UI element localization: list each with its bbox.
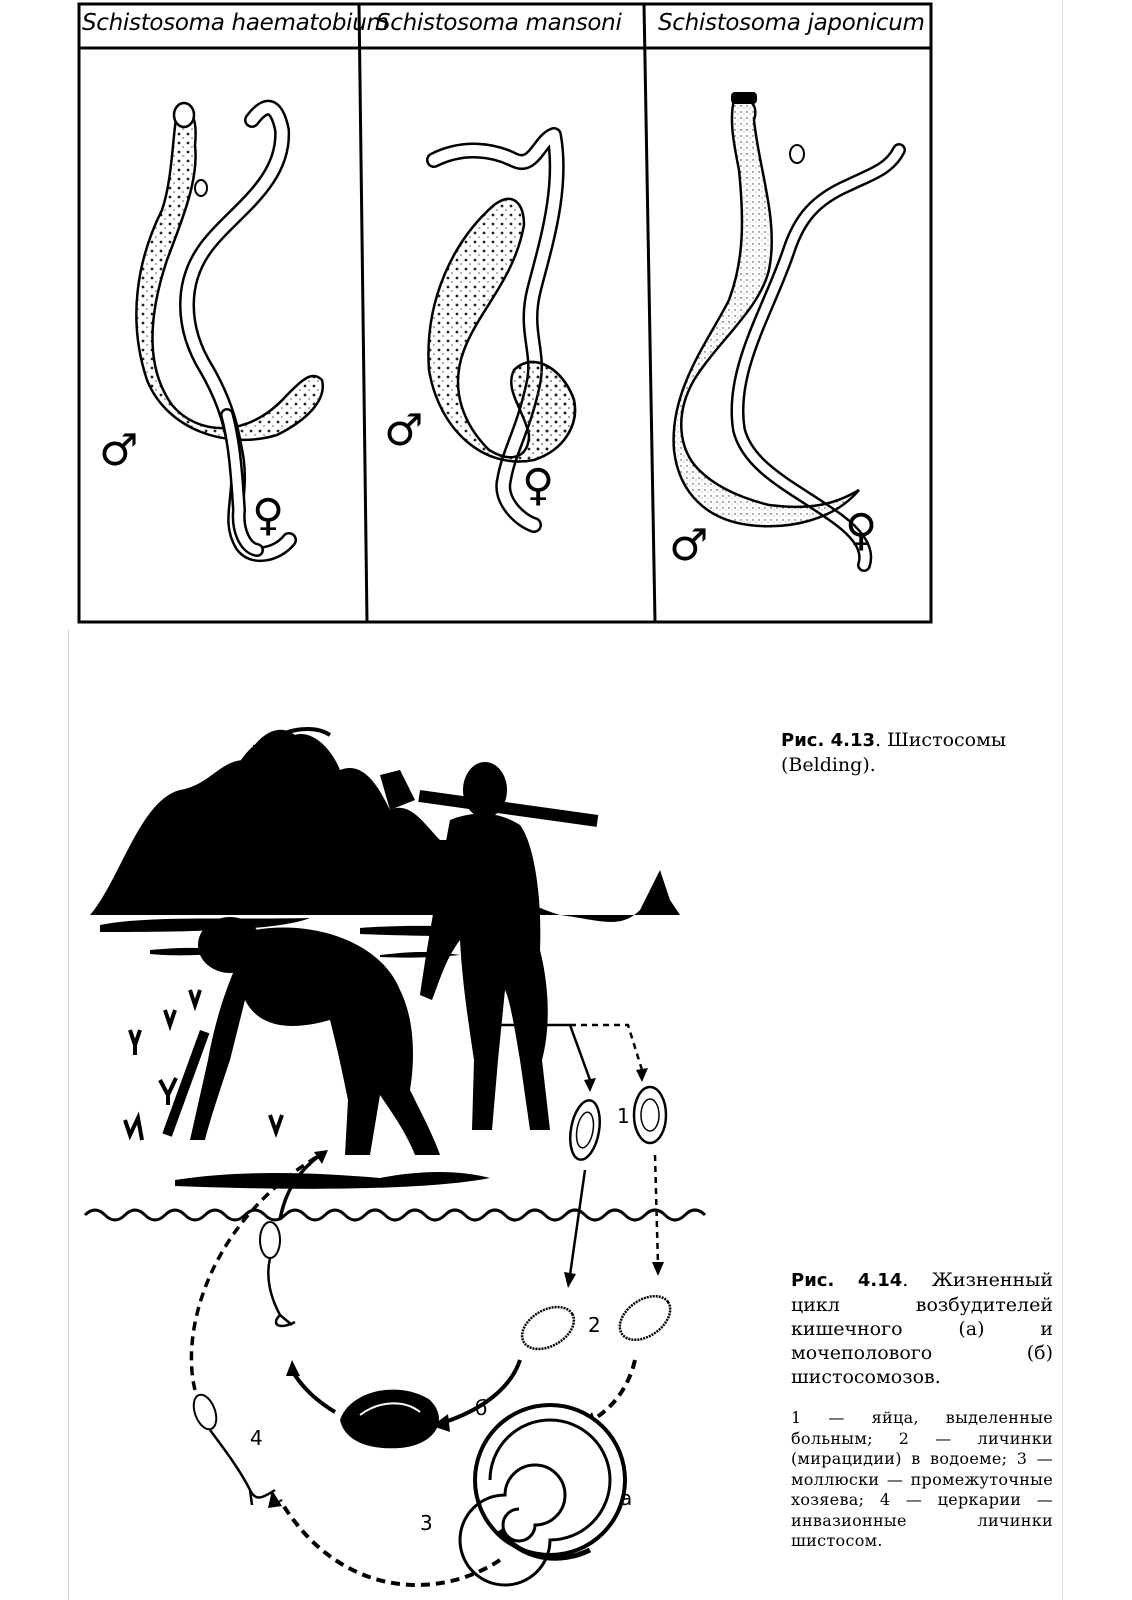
miracidium-b (515, 1298, 581, 1357)
path-miracidium-to-snail-a (592, 1360, 635, 1420)
path-snail-to-cercaria-b (292, 1370, 335, 1412)
egg-b (566, 1098, 604, 1162)
path-excretion-a (570, 1025, 642, 1070)
page-margin-line (68, 630, 69, 1600)
figure-schistosomes (77, 2, 947, 632)
male-symbol: ♂ (669, 520, 709, 571)
species-name-mansoni: Schistosoma mansoni (376, 10, 622, 36)
figure-lifecycle (80, 700, 800, 1600)
bending-person-silhouette (162, 917, 440, 1155)
caption-label: Рис. 4.13 (781, 730, 875, 751)
caption-label: Рис. 4.14 (791, 1270, 903, 1291)
female-symbol: ♀ (252, 490, 285, 541)
figure-legend-4-14: 1 — яйца, выделенные больным; 2 — личинки (мирацидии) в водоеме; 3 — моллюски — промежуточные хозяева; 4 — церкарии — инвазионные личинки шистосом. (791, 1408, 1053, 1550)
cercaria-upper (260, 1222, 295, 1326)
egg-a (634, 1087, 666, 1143)
page-edge (1062, 0, 1063, 1600)
path-snail-to-cercaria-a (280, 1500, 500, 1585)
worm-illustration-japonicum (649, 50, 934, 620)
stage-label-miracidia: 2 (588, 1313, 601, 1337)
water-surface-line (85, 1210, 705, 1220)
stage-label-cercariae: 4 (250, 1426, 263, 1450)
figure-caption-4-14 (791, 1268, 1053, 1389)
stage-label-mollusks: 3 (420, 1511, 433, 1535)
caption-text: . Жизненный цикл возбудителей кишечного (а) и мочеполового (б) шистосомозов. (791, 1269, 1053, 1388)
route-label-b: б (475, 1396, 488, 1420)
worm-illustration-haematobium (77, 50, 362, 620)
female-symbol: ♀ (845, 505, 878, 556)
path-cercaria-to-host-a (191, 1155, 320, 1390)
snail-planorbid (460, 1405, 625, 1585)
worm-illustration-mansoni (364, 50, 649, 620)
male-symbol: ♂ (384, 405, 424, 456)
female-symbol: ♀ (522, 460, 555, 511)
figure-caption-4-13 (781, 728, 1051, 777)
path-egg-to-miracidium-b (570, 1170, 585, 1275)
caption-text: . Шистосомы (Belding). (781, 729, 1006, 776)
route-label-a: а (620, 1486, 633, 1510)
snail-bulinus (340, 1390, 439, 1449)
stage-label-eggs: 1 (617, 1104, 630, 1128)
miracidium-a (612, 1287, 679, 1349)
male-symbol: ♂ (99, 425, 139, 476)
species-name-haematobium: Schistosoma haematobium (82, 10, 389, 36)
species-name-japonicum: Schistosoma japonicum (658, 10, 925, 36)
